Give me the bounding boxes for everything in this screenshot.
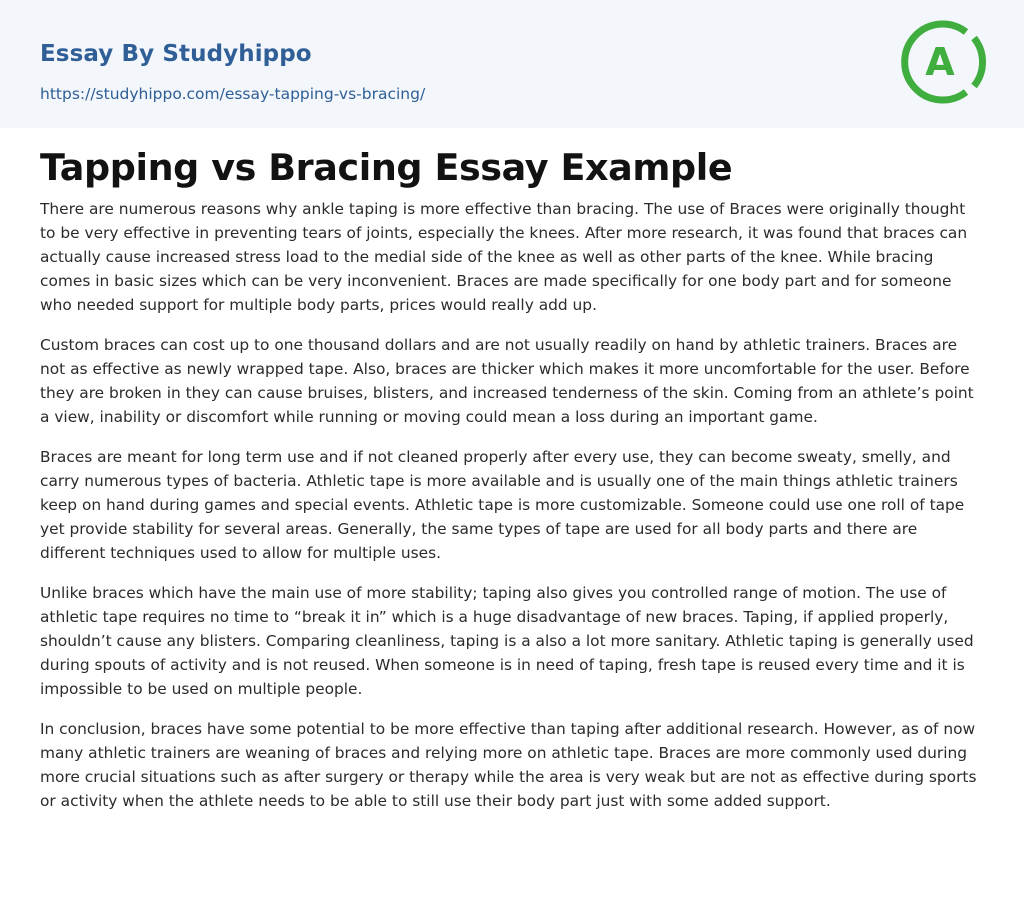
site-header (0, 0, 1024, 128)
article (0, 128, 1024, 813)
logo-letter: A (925, 40, 955, 84)
article-paragraph: There are numerous reasons why ankle taping is more effective than bracing. The use of Braces were originally thought to be very effective in preventing tears of joints, especially the knees. After more research, it was found that braces can actually cause increased stress load to the medial side of the knee as well as other parts of the knee. While bracing comes in basic sizes which can be very inconvenient. Braces are made specifically for one body part and for someone who needed support for multiple body parts, prices would really add up. (40, 200, 968, 314)
article-paragraph: Custom braces can cost up to one thousand dollars and are not usually readily on hand by athletic trainers. Braces are not as effective as newly wrapped tape. Also, braces are thicker which makes it more uncomfortable for the user. Before they are broken in they can cause bruises, blisters, and increased tenderness of the skin. Coming from an athlete’s point a view, inability or discomfort while running or moving could mean a loss during an important game. (40, 336, 974, 426)
page-title: Tapping vs Bracing Essay Example (40, 146, 733, 189)
article-paragraph: Braces are meant for long term use and if not cleaned properly after every use, they can become sweaty, smelly, and carry numerous types of bacteria. Athletic tape is more available and is usually one of the main things athletic trainers keep on hand during games and special events. Athletic tape is more customizable. Someone could use one roll of tape yet provide stability for several areas. Generally, the same types of tape are used for all body parts and there are different techniques used to allow for multiple uses. (40, 448, 965, 562)
page-url-link[interactable]: https://studyhippo.com/essay-tapping-vs-bracing/ (40, 85, 426, 103)
site-brand[interactable]: Essay By Studyhippo (40, 41, 312, 67)
article-paragraph: In conclusion, braces have some potential to be more effective than taping after additional research. However, as of now many athletic trainers are weaning of braces and relying more on athletic tape. Braces are more commonly used during more crucial situations such as after surgery or therapy while the area is very weak but are not as effective during sports or activity when the athlete needs to be able to still use their body part just with some added support. (40, 720, 977, 810)
studyhippo-logo-icon[interactable] (900, 18, 988, 106)
article-paragraph: Unlike braces which have the main use of more stability; taping also gives you controlled range of motion. The use of athletic tape requires no time to “break it in” which is a huge disadvantage of new braces. Taping, if applied properly, shouldn’t cause any blisters. Comparing cleanliness, taping is a also a lot more sanitary. Athletic taping is generally used during spouts of activity and is not reused. When someone is in need of taping, fresh tape is reused every time and it is impossible to be used on multiple people. (40, 584, 974, 698)
